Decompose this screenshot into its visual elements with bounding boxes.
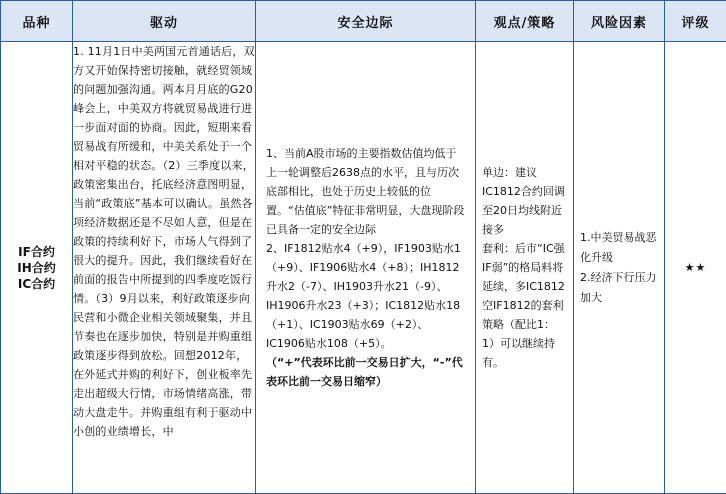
driver-cell — [73, 42, 256, 494]
view-strategy-text: 单边：建议IC1812合约回调至20日均线附近接多 套利：后市“IC强IF弱”的格局料将延续，多IC1812空IF1812的套利策略（配比1：1）可以继续持有。 — [476, 163, 573, 372]
view-strategy-cell — [476, 42, 574, 494]
header-variety: 品种 — [1, 1, 73, 42]
variety-text: IF合约 IH合约 IC合约 — [1, 244, 72, 292]
driver-text: 1. 11月1日中美两国元首通话后，双方又开始保持密切接触，就经贸领域的问题加强沟通。两本月月底的G20峰会上，中美双方将就贸易战进行进一步面对面的协商。因此，短期来看贸易战有所缓和，中美关系处于一个相对平稳的状态。（2）三季度以来，政策密集出台，托底经济意图明显，当前“政策底”基本可以确认。虽然各项经济数据还是不尽如人意，但是在政策的持续利好下，市场人气得到了很大的提升。因此，我们继续看好在前面的报告中所提到的四季度吃饭行情。（3）9月以来，利好政策逐步向民营和小微企业相关领域聚集，并且节奏也在逐步加快，特别是并购重组政策逐步得到放松。回想2012年，在外延式并购的利好下，创业板率先走出超级大行情，市场情绪高涨，带动大盘走牛。并购重组有利于驱动中小创的业绩增长，中 — [73, 42, 255, 441]
header-driver: 驱动 — [73, 1, 256, 42]
risk-factors-cell — [574, 42, 665, 494]
safety-margin-cell — [256, 42, 476, 494]
header-risk-factors: 风险因素 — [574, 1, 665, 42]
header-row — [1, 1, 726, 42]
header-safety-margin: 安全边际 — [256, 1, 476, 42]
header-rating: 评级 — [665, 1, 726, 42]
safety-margin-note: （“+”代表环比前一交易日扩大，“-”代表环比前一交易日缩窄） — [256, 353, 475, 391]
safety-margin-text: 1、当前A股市场的主要指数估值均低于上一轮调整后2638点的水平，且与历次底部相比，也处于历史上较低的位置。“估值底”特征非常明显，大盘现阶段已具备一定的安全边际 2、IF1812贴水4（+9），IF1903贴水1（+9）、IF1906贴水4（+8）；IH1812升水2（-7）、IH1903升水21（-9）、IH1906升水23（+3）；IC1812贴水18（+1）、IC1903贴水69（+2）、IC1906贴水108（+5）。 — [256, 144, 475, 353]
table-row — [1, 42, 726, 494]
header-view-strategy: 观点/策略 — [476, 1, 574, 42]
rating-stars: ★★ — [685, 261, 707, 274]
variety-cell — [1, 42, 73, 494]
rating-cell — [665, 42, 726, 494]
risk-factors-text: 1.中美贸易战恶化升级 2.经济下行压力加大 — [574, 228, 664, 308]
